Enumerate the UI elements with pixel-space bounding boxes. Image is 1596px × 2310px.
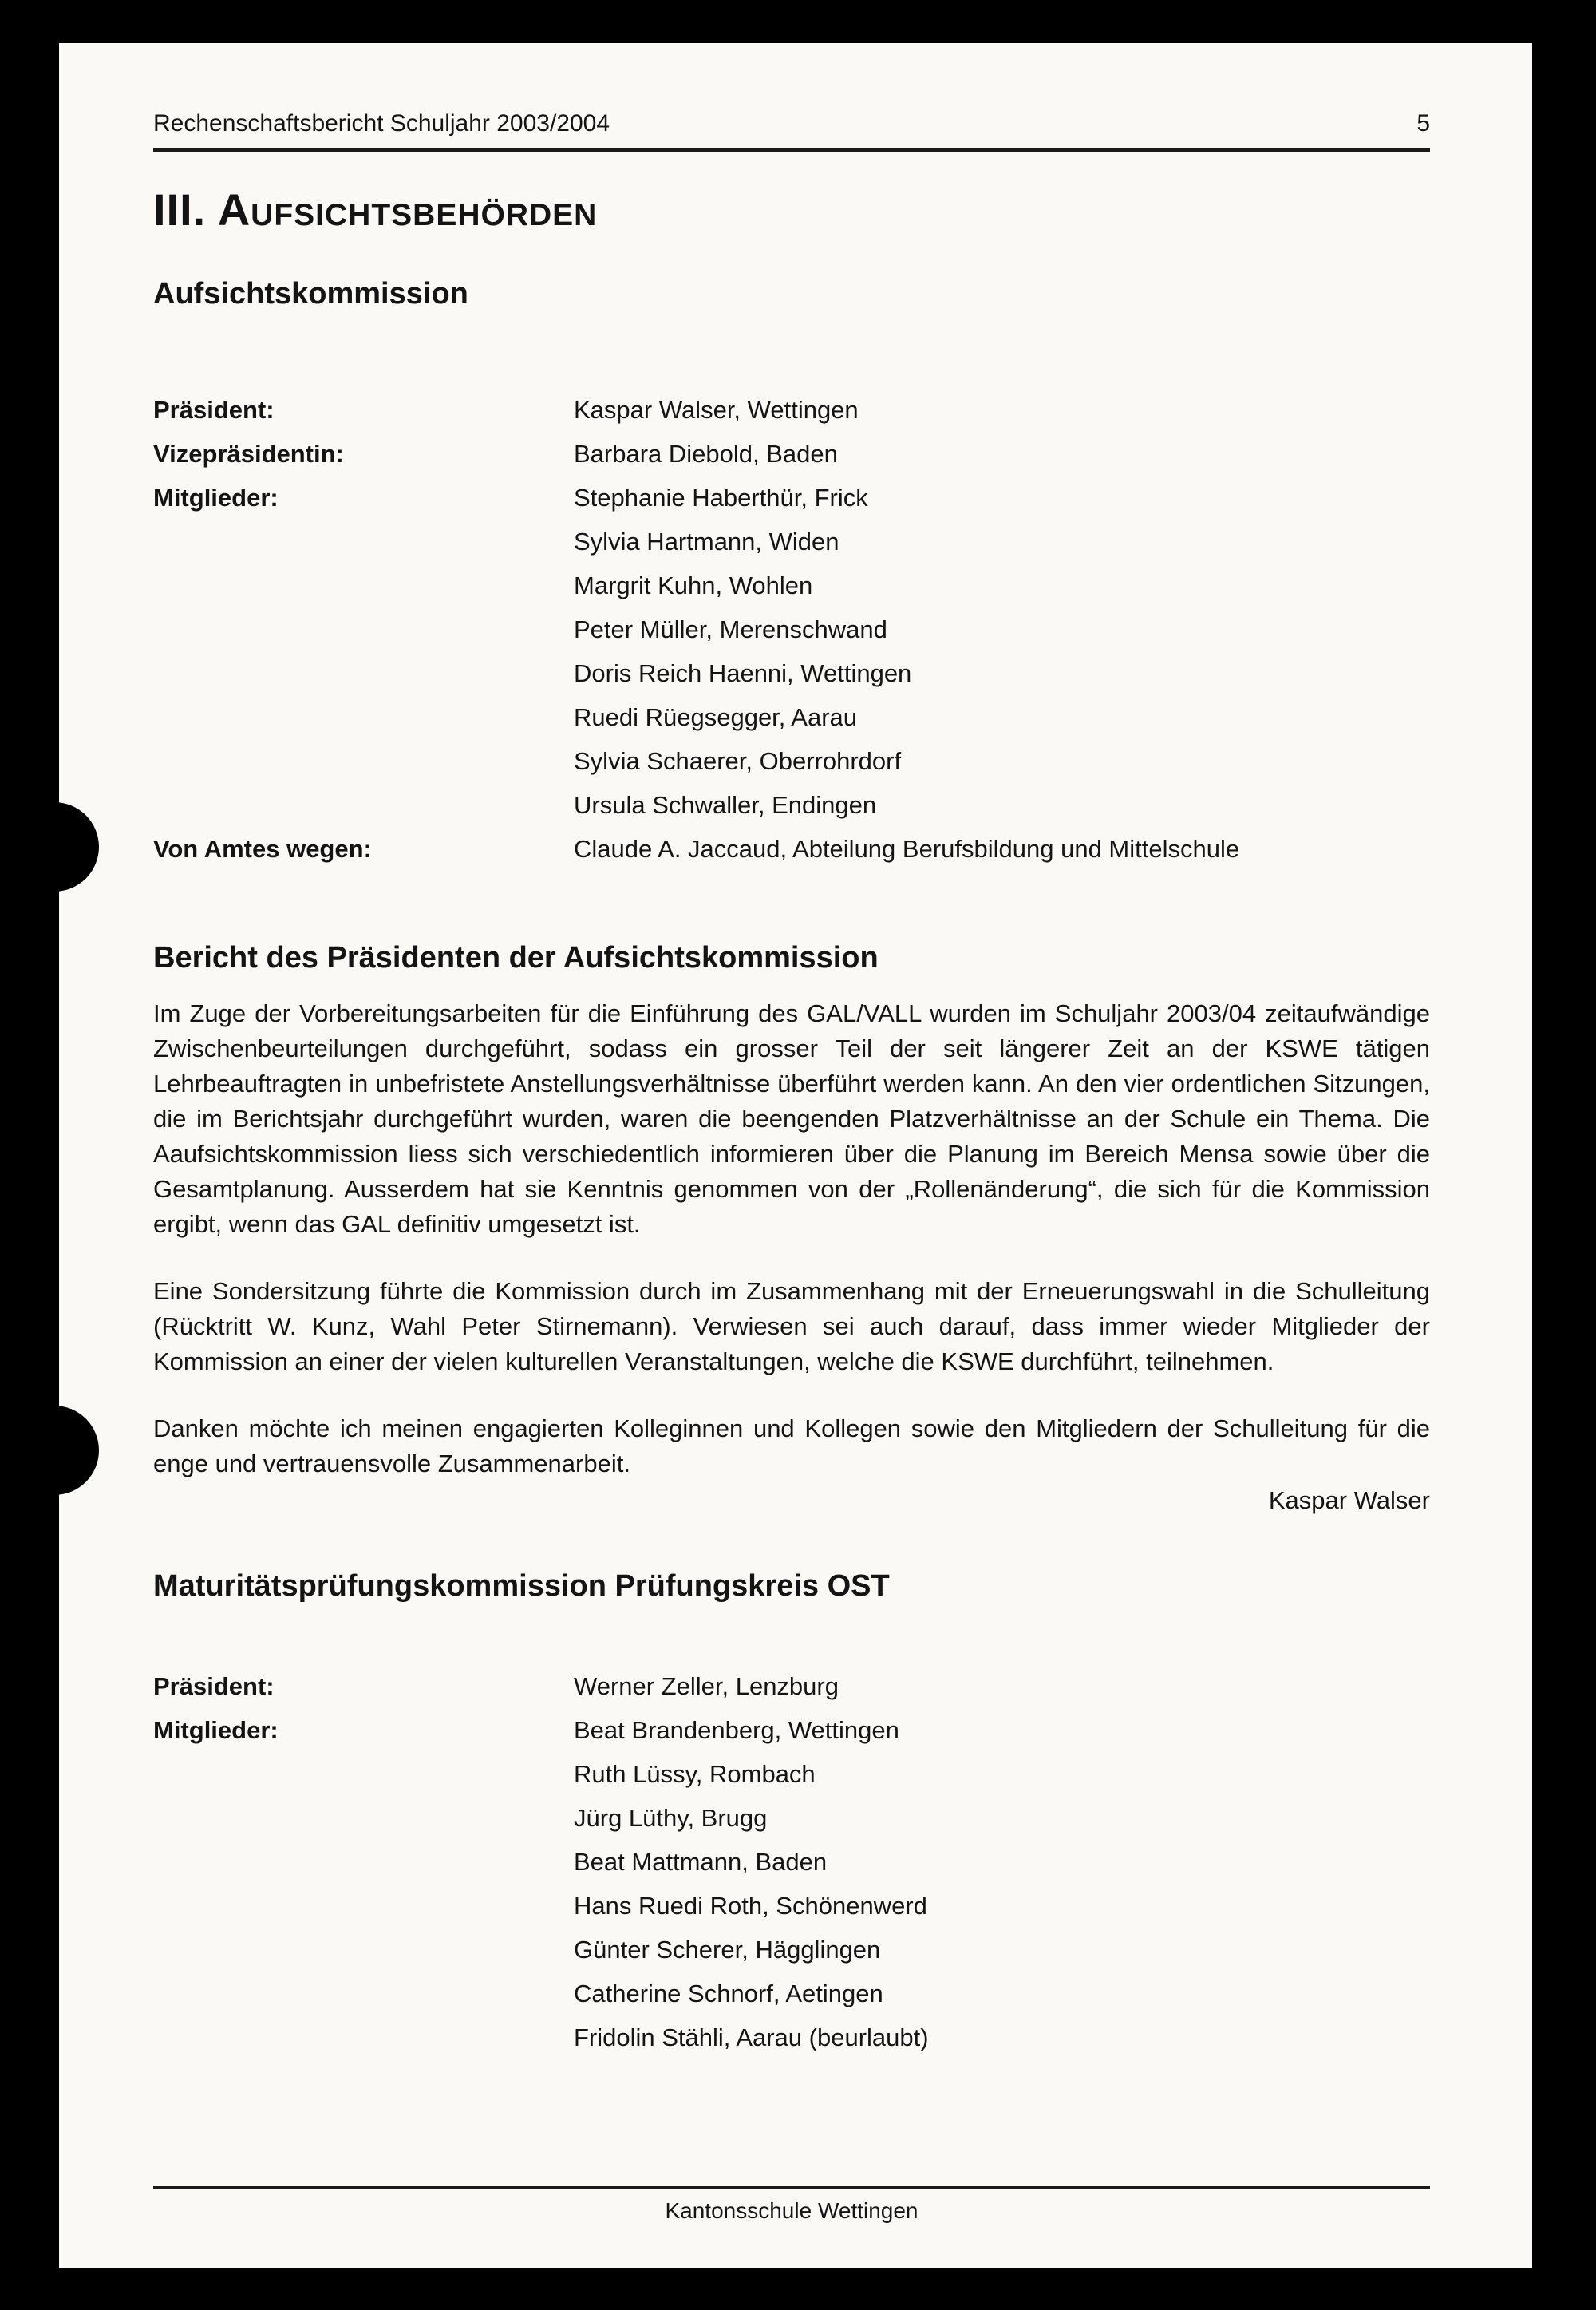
- table-row: [153, 695, 1430, 739]
- row-value: Claude A. Jaccaud, Abteilung Berufsbildung und Mittelschule: [574, 835, 1240, 863]
- paragraph: Eine Sondersitzung führte die Kommission durch im Zusammenhang mit der Erneuerungswahl in die Schulleitung (Rücktritt W. Kunz, Wahl Peter Stirnemann). Verwiesen sei auch darauf, dass immer wieder Mitglieder der Kommission an einer der vielen kulturellen Veranstaltungen, welche die KSWE durchführt, teilnehmen.: [153, 1277, 1430, 1375]
- table-row: [153, 1708, 1430, 1752]
- table-row: [153, 607, 1430, 651]
- table-row: [153, 783, 1430, 827]
- row-label: Mitglieder:: [153, 484, 279, 512]
- row-value: Margrit Kuhn, Wohlen: [574, 572, 813, 599]
- page-content: [59, 43, 1532, 2268]
- row-label: [153, 1972, 574, 2015]
- aufsichtskommission-table: [153, 388, 1430, 871]
- row-label: [153, 1752, 574, 1796]
- maturitaetskommission-table: [153, 1664, 1430, 2059]
- row-value: Barbara Diebold, Baden: [574, 440, 838, 468]
- table-row: [153, 739, 1430, 783]
- row-value: Beat Brandenberg, Wettingen: [574, 1716, 899, 1744]
- row-value: Jürg Lüthy, Brugg: [574, 1804, 768, 1832]
- row-value: Sylvia Hartmann, Widen: [574, 528, 839, 556]
- row-label: [153, 1796, 574, 1840]
- document-page: [59, 43, 1532, 2268]
- table-row: [153, 827, 1430, 871]
- table-row: [153, 1664, 1430, 1708]
- footer-text: Kantonsschule Wettingen: [665, 2198, 918, 2223]
- row-value: Doris Reich Haenni, Wettingen: [574, 659, 912, 687]
- paragraph: Im Zuge der Vorbereitungsarbeiten für die Einführung des GAL/VALL wurden im Schuljahr 2003/04 zeitaufwändige Zwischenbeurteilungen durchgeführt, sodass ein grosser Teil der seit längerer Zeit an der KSWE tätigen Lehrbeauftragten in unbefristete Anstellungsverhältnisse überführt werden kann. An den vier ordentlichen Sitzungen, die im Berichtsjahr durchgeführt wurden, waren die beengenden Platzverhältnisse an der Schule ein Thema. Die Aaufsichtskommission liess sich verschiedentlich informieren über die Planung im Bereich Mensa sowie über die Gesamtplanung. Ausserdem hat sie Kenntnis genommen von der „Rollenänderung“, die sich für die Kommission ergibt, wenn das GAL definitiv umgesetzt ist.: [153, 999, 1430, 1238]
- row-value: Catherine Schnorf, Aetingen: [574, 1980, 883, 2007]
- row-value: Peter Müller, Merenschwand: [574, 615, 887, 643]
- row-label: [153, 520, 574, 564]
- row-label: Präsident:: [153, 396, 275, 424]
- row-value: Ruth Lüssy, Rombach: [574, 1760, 816, 1788]
- row-label: [153, 564, 574, 607]
- row-label: [153, 1840, 574, 1884]
- header-page-number: 5: [1416, 110, 1430, 136]
- section-title-bericht: Bericht des Präsidenten der Aufsichtskommission: [153, 941, 879, 975]
- row-value: Beat Mattmann, Baden: [574, 1848, 828, 1876]
- row-label: [153, 739, 574, 783]
- row-value: Kaspar Walser, Wettingen: [574, 396, 859, 424]
- table-row: [153, 651, 1430, 695]
- paragraph: Danken möchte ich meinen engagierten Kolleginnen und Kollegen sowie den Mitgliedern der Schulleitung für die enge und vertrauensvolle Zusammenarbeit.: [153, 1414, 1430, 1477]
- row-label: Von Amtes wegen:: [153, 835, 372, 863]
- row-label: Vizepräsidentin:: [153, 440, 344, 468]
- table-row: [153, 1884, 1430, 1928]
- table-row: [153, 1752, 1430, 1796]
- table-row: [153, 476, 1430, 520]
- table-row: [153, 1840, 1430, 1884]
- row-value: Hans Ruedi Roth, Schönenwerd: [574, 1892, 927, 1920]
- row-value: Stephanie Haberthür, Frick: [574, 484, 868, 512]
- table-row: [153, 1928, 1430, 1972]
- section-title-maturitaetskommission: Maturitätsprüfungskommission Prüfungskreis OST: [153, 1569, 890, 1603]
- table-row: [153, 1972, 1430, 2015]
- row-value: Ruedi Rüegsegger, Aarau: [574, 703, 858, 731]
- row-value: Werner Zeller, Lenzburg: [574, 1672, 839, 1700]
- table-row: [153, 1796, 1430, 1840]
- row-label: [153, 783, 574, 827]
- section-title-aufsichtskommission: Aufsichtskommission: [153, 277, 468, 311]
- header-title: Rechenschaftsbericht Schuljahr 2003/2004: [153, 110, 610, 136]
- row-label: Mitglieder:: [153, 1716, 279, 1744]
- page-footer: [153, 2186, 1430, 2224]
- row-label: Präsident:: [153, 1672, 275, 1700]
- table-row: [153, 432, 1430, 476]
- row-label: [153, 651, 574, 695]
- signature: Kaspar Walser: [1268, 1486, 1430, 1514]
- table-row: [153, 520, 1430, 564]
- row-label: [153, 1928, 574, 1972]
- page-header: [153, 43, 1430, 152]
- row-label: [153, 695, 574, 739]
- main-heading: III. Aufsichtsbehörden: [153, 184, 598, 235]
- row-label: [153, 2015, 574, 2059]
- row-value: Sylvia Schaerer, Oberrohrdorf: [574, 747, 902, 775]
- row-label: [153, 607, 574, 651]
- bericht-paragraphs: [153, 996, 1430, 1481]
- row-value: Günter Scherer, Hägglingen: [574, 1936, 881, 1964]
- table-row: [153, 2015, 1430, 2059]
- row-value: Ursula Schwaller, Endingen: [574, 791, 877, 819]
- row-label: [153, 1884, 574, 1928]
- table-row: [153, 564, 1430, 607]
- row-value: Fridolin Stähli, Aarau (beurlaubt): [574, 2023, 929, 2051]
- table-row: [153, 388, 1430, 432]
